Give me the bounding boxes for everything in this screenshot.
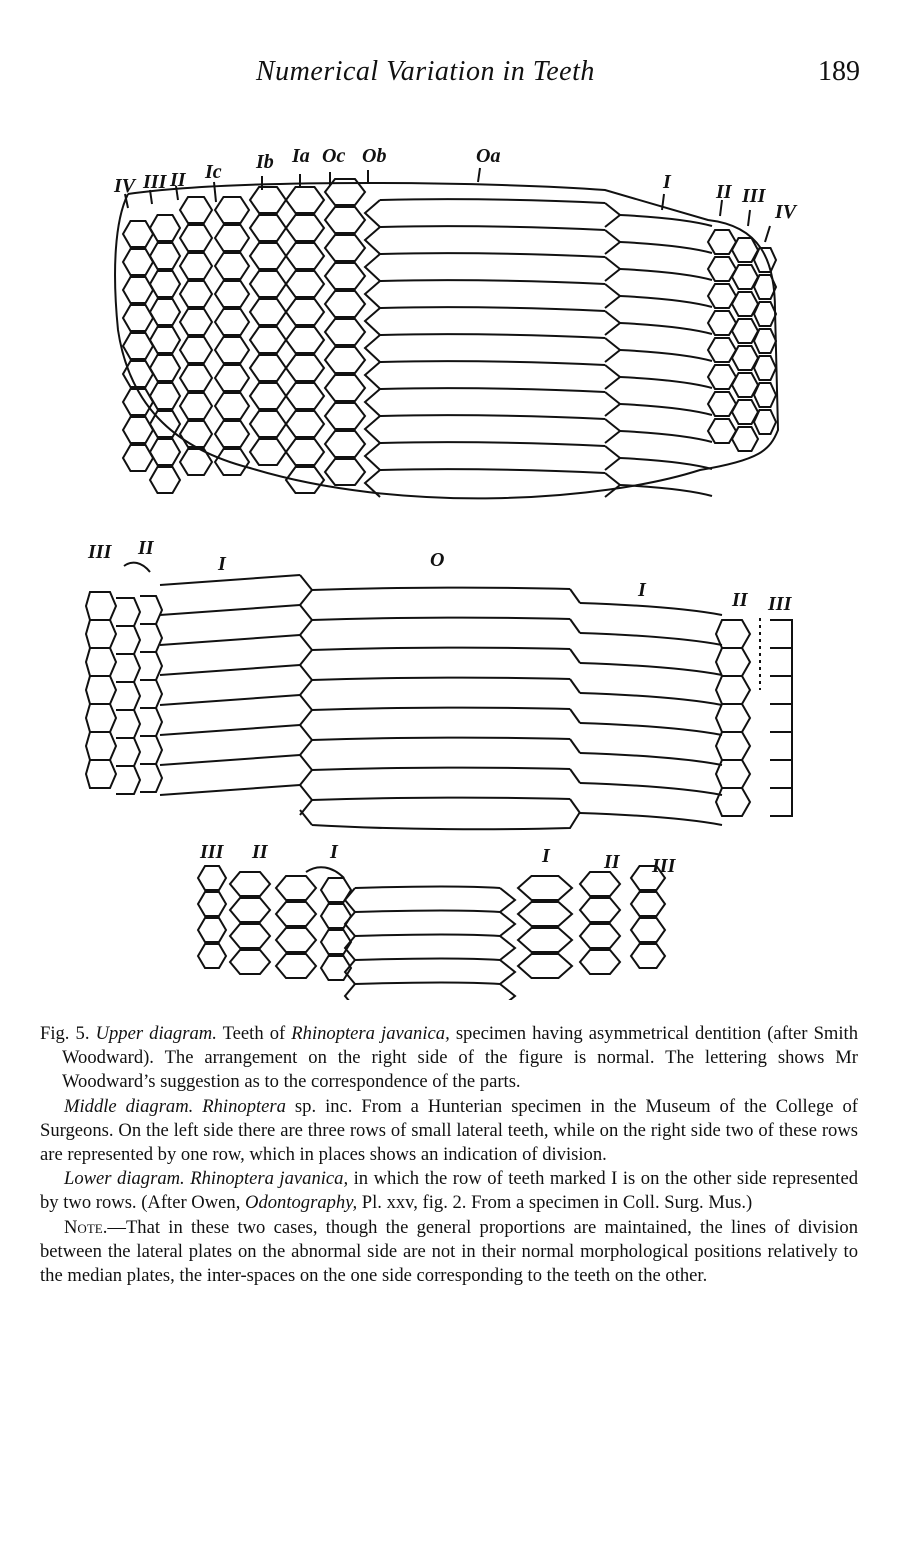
tooth-plate [325,235,365,261]
figure-label: Ib [256,151,274,173]
tooth-plate [230,924,270,948]
median-plate-top [380,253,605,257]
tooth-plate [716,788,750,816]
tooth-plate [198,918,226,942]
tooth-plate [123,361,153,387]
upper-diagram [113,145,798,498]
tooth-plate [180,421,212,447]
tooth-plate [754,410,776,434]
tooth-plate [150,355,180,381]
caption-lower: Lower diagram. Rhinoptera javanica, in which the row of teeth marked I is on the other side represented by two rows. (After Owen, Odontography, Pl. xxv, fig. 2. From a specimen in Coll. Surg. Mus.) [40,1168,859,1214]
tooth-plate [518,954,572,978]
figure-label: III [200,841,224,863]
tooth-plate [580,950,620,974]
tooth-plate [286,327,324,353]
tooth-plate [180,225,212,251]
tooth-plate [754,329,776,353]
lateral-row-I-left [160,785,300,795]
tooth-plate [325,431,365,457]
tooth-plate [180,309,212,335]
tooth-plate [140,764,162,792]
tooth-plate [86,704,116,732]
label-tick [748,210,750,226]
median-plate-right [570,739,580,753]
figure-label: Ia [292,145,310,167]
median-plate-right [570,589,580,603]
tooth-plate [150,299,180,325]
tooth-plate [716,760,750,788]
figure-label: IV [775,201,797,223]
tooth-plate [321,904,351,928]
lateral-plate-right [620,404,712,415]
tooth-plate [86,592,116,620]
median-plate-right [605,257,620,281]
lateral-row-I-left [160,725,300,735]
tooth-plate [754,248,776,272]
lateral-row-I-right [580,693,722,705]
tooth-plate [150,215,180,241]
lateral-row-I-left [160,755,300,765]
tooth-plate [732,427,758,451]
tooth-plate [325,207,365,233]
tooth-plate [321,956,351,980]
tooth-plate [230,872,270,896]
tooth-plate [86,648,116,676]
median-plate-left [365,443,380,470]
tooth-plate [180,281,212,307]
tooth-plate [250,383,286,409]
tooth-plate [140,624,162,652]
tooth-plate [286,243,324,269]
figure-label: I [218,553,226,575]
tooth-plate [140,596,162,624]
median-plate-top [380,199,605,203]
median-plate-top [312,708,570,710]
median-plate-right [605,365,620,389]
figure-label: O [430,549,445,571]
median-plate-top [312,738,570,740]
lateral-row-I-right [580,633,722,645]
median-plate-right [570,709,580,723]
tooth-plate [150,439,180,465]
median-plate-top [380,442,605,446]
tooth-plate [150,467,180,493]
tooth-plate [518,902,572,926]
tooth-plate [770,760,792,788]
median-plate-left [365,281,380,308]
figure-label: Ob [362,145,387,167]
median-plate-right [570,769,580,783]
tooth-plate [631,944,665,968]
median-plate-top [355,887,500,889]
median-plate-left [365,227,380,254]
tooth-plate [180,197,212,223]
tooth-plate [150,383,180,409]
tooth-plate [116,626,140,654]
tooth-plate [123,333,153,359]
tooth-plate [215,421,249,447]
median-plate-left [365,335,380,362]
median-plate-top [355,911,500,913]
figure-label: II [732,589,748,611]
tooth-plate [86,732,116,760]
figure-label: III [742,185,766,207]
tooth-plate [230,950,270,974]
tooth-plate [286,439,324,465]
middle-diagram [86,537,793,829]
tooth-plate [116,766,140,794]
tooth-plate [180,337,212,363]
figure-label: Oc [322,145,346,167]
tooth-plate [150,243,180,269]
tooth-plate [123,389,153,415]
tooth-plate [215,253,249,279]
lower-diagram [198,841,677,1000]
tooth-plate [198,892,226,916]
tooth-plate [276,954,316,978]
lateral-plate-right [620,242,712,253]
tooth-plate [123,221,153,247]
median-plate-right [605,284,620,308]
median-plate-top [312,798,570,800]
median-plate-top [380,280,605,284]
median-plate-top [380,469,605,473]
median-plate-right [500,912,515,936]
figure-label: IV [114,175,136,197]
tooth-plate [250,243,286,269]
lateral-row-I-left [160,605,300,615]
tooth-plate [770,788,792,816]
lateral-row-I-right [580,813,722,825]
figure-label: II [604,851,620,873]
median-plate-top [312,588,570,590]
tooth-plate [716,732,750,760]
median-plate-top [380,388,605,392]
median-plate-top [312,618,570,620]
tooth-plate [215,225,249,251]
tooth-plate [276,876,316,900]
figure-label: III [652,855,676,877]
lateral-row-I-left [160,575,300,585]
tooth-plate [123,249,153,275]
figure-label: I [330,841,338,863]
bracket-mark [124,563,150,572]
tooth-plate [123,417,153,443]
upper-outline [115,183,778,498]
tooth-plate [716,620,750,648]
tooth-plate [250,439,286,465]
figure-label: Ic [205,161,222,183]
tooth-plate [250,355,286,381]
lateral-plate-right [620,485,712,496]
tooth-plate [518,876,572,900]
tooth-plate [770,732,792,760]
tooth-plate [250,299,286,325]
tooth-plate [215,393,249,419]
median-plate-left [365,200,380,227]
median-plate-right [605,338,620,362]
tooth-plate [180,365,212,391]
tooth-plate [580,924,620,948]
tooth-plate [180,253,212,279]
tooth-plate [116,738,140,766]
tooth-plate [150,271,180,297]
lateral-plate-right [620,431,712,442]
median-plate-right [605,419,620,443]
median-plate-right [605,230,620,254]
tooth-plate [716,648,750,676]
figure-label: II [138,537,154,559]
tooth-plate [321,878,351,902]
tooth-plate [215,197,249,223]
tooth-plate [325,403,365,429]
tooth-plate [286,411,324,437]
median-plate-left [365,416,380,443]
tooth-plate [754,302,776,326]
tooth-plate [123,445,153,471]
figure-caption [40,1022,858,1288]
tooth-plate [140,652,162,680]
lateral-row-I-left [160,695,300,705]
tooth-plate [754,383,776,407]
tooth-plate [86,676,116,704]
median-plate-right [570,619,580,633]
tooth-plate [250,327,286,353]
median-plate-top [312,648,570,650]
median-plate-right [605,446,620,470]
median-plate-left [345,960,355,984]
tooth-plate [276,902,316,926]
figure-label: II [252,841,268,863]
figure-label: I [542,845,550,867]
tooth-plate [250,271,286,297]
caption-note: Note.—That in these two cases, though the general proportions are maintained, the lines of division between the lateral plates on the abnormal side are not in their normal morphological positions relatively to the median plates, the inter-spaces on the one side corresponding to the teeth on the other. [40,1216,858,1287]
tooth-plate [286,383,324,409]
median-plate-left [345,984,355,1000]
tooth-plate [631,918,665,942]
page-number: 189 [818,56,860,87]
median-plate-left [365,362,380,389]
median-plate-right [605,311,620,335]
median-plate-top [355,935,500,937]
tooth-plate [198,944,226,968]
tooth-plate [286,215,324,241]
lateral-row-I-right [580,663,722,675]
median-plate-top [312,678,570,680]
median-plate-left [365,254,380,281]
tooth-plate [116,598,140,626]
tooth-plate [140,736,162,764]
median-plate-left [300,575,312,605]
tooth-plate [325,263,365,289]
running-title: Numerical Variation in Teeth [256,56,595,87]
figure-label: III [88,541,112,563]
median-plate-left [300,695,312,725]
tooth-plate [215,337,249,363]
tooth-plate [276,928,316,952]
median-plate-top [380,226,605,230]
median-plate-top [380,361,605,365]
label-tick [214,182,216,202]
tooth-plate [116,682,140,710]
tooth-plate [325,347,365,373]
label-tick [765,226,770,242]
median-plate-right [570,799,580,813]
median-plate-left [300,665,312,695]
tooth-plate [580,872,620,896]
lateral-row-I-right [580,783,722,795]
tooth-plate [770,676,792,704]
median-plate-right [605,392,620,416]
tooth-plate [518,928,572,952]
lateral-row-I-right [580,723,722,735]
tooth-plate [250,411,286,437]
tooth-plate [286,355,324,381]
median-plate-right [500,984,515,1000]
figure-label: Oa [476,145,501,167]
tooth-plate [123,277,153,303]
median-plate-right [500,936,515,960]
tooth-plate [86,760,116,788]
median-plate-right [570,649,580,663]
median-plate-top [312,768,570,770]
figure-label: II [170,169,186,191]
median-plate-left [300,755,312,785]
tooth-plate [754,356,776,380]
tooth-plate [198,866,226,890]
lateral-plate-right [620,269,712,280]
median-plate-right [500,960,515,984]
tooth-plate [286,187,324,213]
figure-label: I [663,171,671,193]
caption-middle: Middle diagram. Rhinoptera sp. inc. From a Hunterian specimen in the Museum of the College of Surgeons. On the left side there are three rows of small lateral teeth, while on the right side two of these rows are represented by one row, which in places shows an indication of division. [40,1095,858,1166]
tooth-plate [321,930,351,954]
tooth-plate [325,375,365,401]
tooth-plate [230,898,270,922]
tooth-plate [215,365,249,391]
median-plate-left [300,635,312,665]
tooth-plate [140,708,162,736]
figure-label: III [768,593,792,615]
median-plate-left [365,389,380,416]
tooth-plate [250,187,286,213]
median-plate-top [380,334,605,338]
median-plate-left [300,785,312,815]
bracket-mark [306,867,344,878]
lateral-row-I-right [580,603,722,615]
median-plate-top [355,959,500,961]
tooth-plate [116,654,140,682]
lateral-plate-right [620,458,712,469]
tooth-plate [325,459,365,485]
figure-label: I [638,579,646,601]
tooth-plate [716,676,750,704]
median-plate-left [300,725,312,755]
tooth-plate [770,648,792,676]
tooth-plate [770,704,792,732]
median-plate-top [380,307,605,311]
tooth-diagrams-figure [0,130,900,1000]
tooth-plate [180,393,212,419]
page-header [0,56,900,92]
median-plate-right [605,473,620,497]
tooth-plate [770,620,792,648]
tooth-plate [631,892,665,916]
lateral-row-I-left [160,635,300,645]
tooth-plate [580,898,620,922]
figure-label: II [716,181,732,203]
tooth-plate [286,271,324,297]
tooth-plate [180,449,212,475]
lateral-row-I-right [580,753,722,765]
tooth-plate [140,680,162,708]
tooth-plate [325,291,365,317]
median-plate-right [500,888,515,912]
tooth-plate [215,281,249,307]
caption-upper: Fig. 5. Upper diagram. Teeth of Rhinoptera javanica, specimen having asymmetrical dentition (after Smith Woodward). The arrangement on the right side of the figure is normal. The lettering shows Mr Woodward’s suggestion as to the correspondence of the parts. [40,1023,858,1093]
median-plate-top [355,983,500,985]
lateral-plate-right [620,296,712,307]
tooth-plate [150,327,180,353]
lateral-row-I-left [160,665,300,675]
tooth-plate [250,215,286,241]
tooth-plate [86,620,116,648]
lateral-plate-right [620,323,712,334]
median-plate-left [300,605,312,635]
tooth-plate [116,710,140,738]
median-plate-right [605,203,620,227]
median-plate-right [570,679,580,693]
lateral-plate-right [620,377,712,388]
figure-label: III [143,171,167,193]
median-plate-top [380,415,605,419]
median-plate-left [365,308,380,335]
label-tick [478,168,480,182]
lateral-plate-right [620,350,712,361]
median-plate-bottom [300,810,580,829]
tooth-plate [286,299,324,325]
tooth-plate [716,704,750,732]
tooth-plate [325,319,365,345]
tooth-plate [123,305,153,331]
tooth-plate [215,309,249,335]
